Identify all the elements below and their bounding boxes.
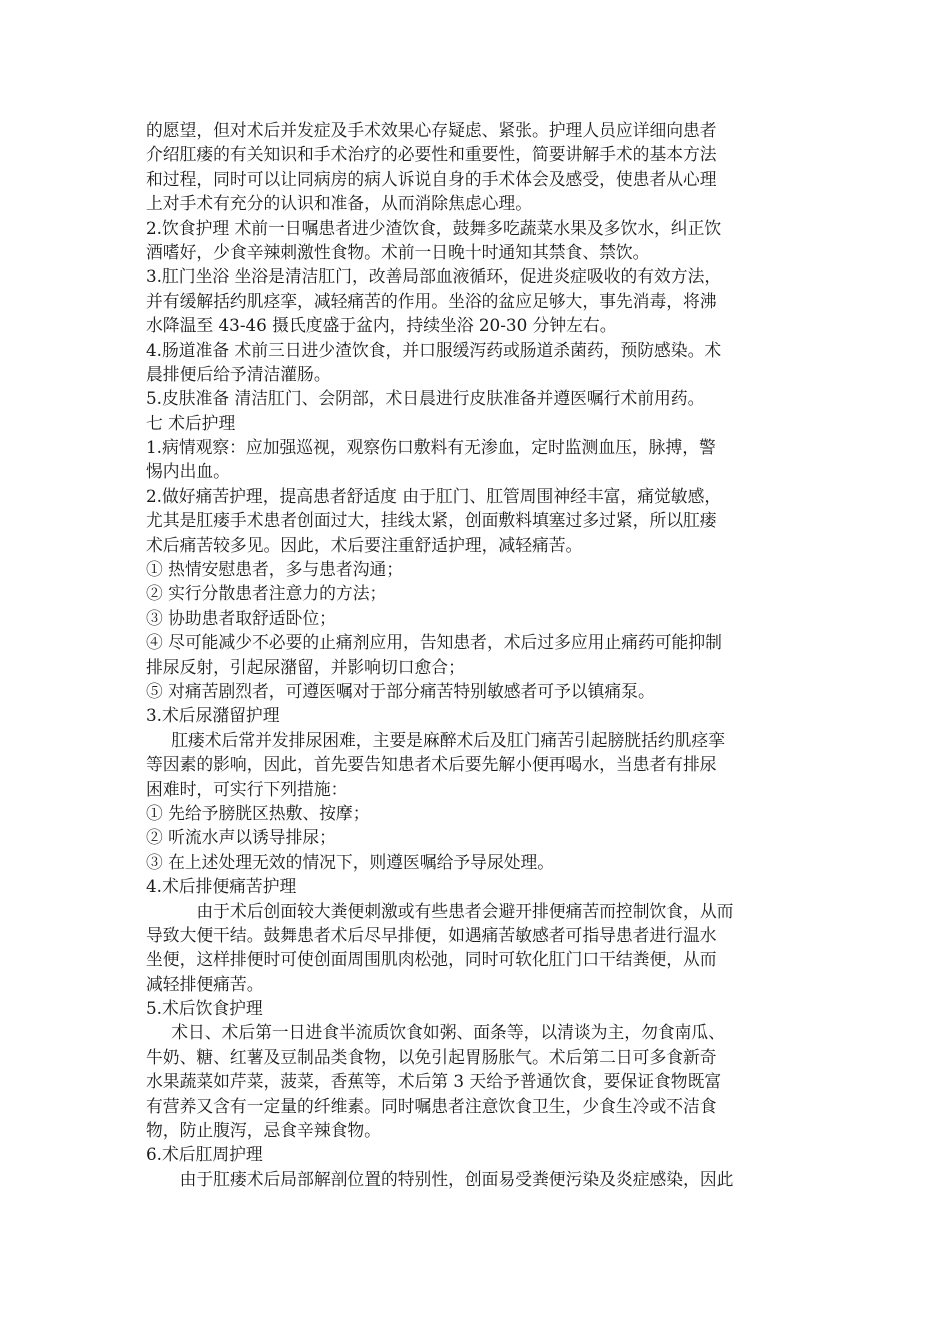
text-line: 4.肠道准备 术前三日进少渣饮食，并口服缓泻药或肠道杀菌药，预防感染。术 [146, 339, 722, 360]
text-line: 1.病情观察：应加强巡视，观察伤口敷料有无渗血，定时监测血压，脉搏，警 [146, 437, 716, 458]
text-line: 5.皮肤准备 清洁肛门、会阴部，术日晨进行皮肤准备并遵医嘱行术前用药。 [146, 388, 705, 409]
text-line: 4.术后排便痛苦护理 [146, 876, 297, 897]
text-line: 2.做好痛苦护理，提高患者舒适度 由于肛门、肛管周围神经丰富，痛觉敏感， [146, 485, 722, 506]
text-line: 3.肛门坐浴 坐浴是清洁肛门，改善局部血液循环，促进炎症吸收的有效方法， [146, 266, 722, 287]
text-line: ② 听流水声以诱导排尿； [146, 827, 336, 848]
document-page [146, 118, 810, 1191]
text-line: 坐便，这样排便时可使创面周围肌肉松弛，同时可软化肛门口干结粪便，从而 [146, 949, 717, 970]
text-line: 牛奶、糖、红薯及豆制品类食物，以免引起胃肠胀气。术后第二日可多食新奇 [146, 1046, 717, 1067]
text-line: 困难时，可实行下列措施： [146, 778, 348, 799]
text-line: 的愿望，但对术后并发症及手术效果心存疑虑、紧张。护理人员应详细向患者 [146, 120, 717, 140]
text-line: 上对手术有充分的认识和准备，从而消除焦虑心理。 [146, 193, 532, 214]
text-line: 介绍肛瘘的有关知识和手术治疗的必要性和重要性，简要讲解手术的基本方法 [146, 144, 717, 165]
text-line: ③ 协助患者取舒适卧位； [146, 607, 336, 628]
text-line: 水降温至 43-46 摄氏度盛于盆内，持续坐浴 20-30 分钟左右。 [146, 315, 617, 336]
text-line: 水果蔬菜如芹菜，菠菜，香蕉等，术后第 3 天给予普通饮食，要保证食物既富 [146, 1071, 722, 1092]
text-line: 等因素的影响，因此，首先要告知患者术后要先解小便再喝水，当患者有排尿 [146, 754, 717, 775]
text-line: 减轻排便痛苦。 [146, 973, 264, 994]
text-line: 肛瘘术后常并发排尿困难，主要是麻醉术后及肛门痛苦引起膀胱括约肌痉挛 [171, 729, 725, 750]
text-line: ① 先给予膀胱区热敷、按摩； [146, 802, 370, 823]
text-line: 3.术后尿潴留护理 [146, 705, 280, 726]
text-line: 由于肛瘘术后局部解剖位置的特别性，创面易受粪便污染及炎症感染，因此 [179, 1168, 734, 1189]
text-line: 有营养又含有一定量的纤维素。同时嘱患者注意饮食卫生，少食生冷或不洁食 [146, 1095, 717, 1116]
text-line: 2.饮食护理 术前一日嘱患者进少渣饮食，鼓舞多吃蔬菜水果及多饮水，纠正饮 [146, 217, 722, 238]
text-line: 6.术后肛周护理 [146, 1144, 263, 1165]
text-line: 导致大便干结。鼓舞患者术后尽早排便，如遇痛苦敏感者可指导患者进行温水 [146, 924, 717, 945]
text-line: 术后痛苦较多见。因此，术后要注重舒适护理，减轻痛苦。 [146, 534, 583, 555]
text-line: 术日、术后第一日进食半流质饮食如粥、面条等，以清谈为主，勿食南瓜、 [171, 1022, 725, 1043]
text-line: ⑤ 对痛苦剧烈者，可遵医嘱对于部分痛苦特别敏感者可予以镇痛泵。 [146, 680, 655, 701]
text-line: 物，防止腹泻，忌食辛辣食物。 [146, 1120, 381, 1141]
text-line: 七 术后护理 [146, 412, 236, 433]
text-line: 尤其是肛瘘手术患者创面过大，挂线太紧，创面敷料填塞过多过紧，所以肛瘘 [146, 510, 717, 531]
text-line: 排尿反射，引起尿潴留，并影响切口愈合； [146, 656, 465, 677]
text-line: ③ 在上述处理无效的情况下，则遵医嘱给予导尿处理。 [146, 851, 555, 872]
text-line: 酒嗜好，少食辛辣刺激性食物。术前一日晚十时通知其禁食、禁饮。 [146, 241, 650, 262]
text-line: 晨排便后给予清洁灌肠。 [146, 363, 331, 384]
text-line: 并有缓解括约肌痉挛，减轻痛苦的作用。坐浴的盆应足够大，事先消毒，将沸 [146, 290, 717, 311]
text-line: 由于术后创面较大粪便刺激或有些患者会避开排便痛苦而控制饮食，从而 [196, 900, 734, 921]
text-line: 惕内出血。 [146, 461, 230, 482]
text-line: ① 热情安慰患者，多与患者沟通； [146, 559, 404, 580]
text-line: ④ 尽可能减少不必要的止痛剂应用，告知患者，术后过多应用止痛药可能抑制 [146, 632, 722, 653]
text-line: 和过程，同时可以让同病房的病人诉说自身的手术体会及感受，使患者从心理 [146, 168, 717, 189]
text-line: 5.术后饮食护理 [146, 998, 263, 1019]
text-line: ② 实行分散患者注意力的方法； [146, 583, 387, 604]
